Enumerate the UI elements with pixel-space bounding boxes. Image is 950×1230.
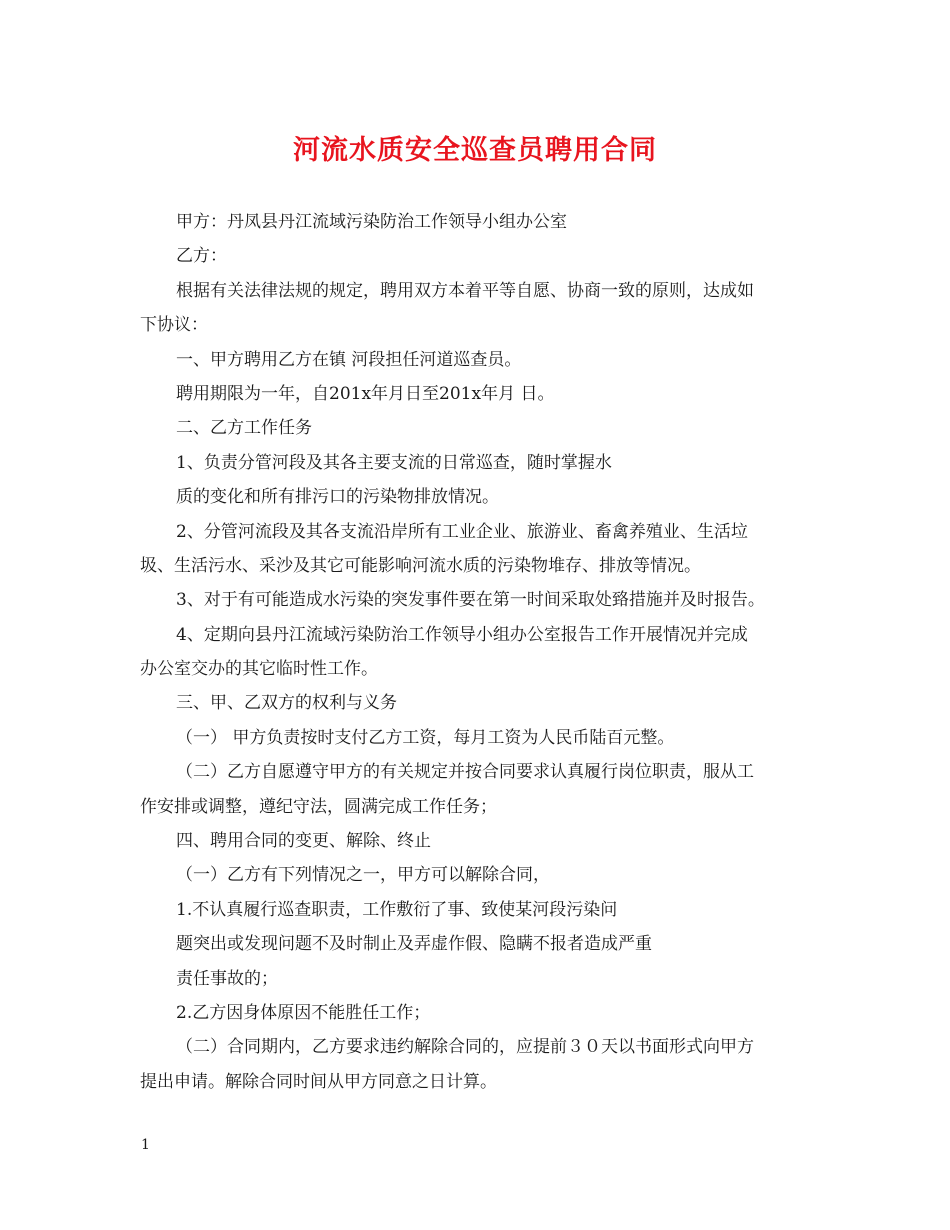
document-line: 责任事故的； [176,968,278,989]
document-line: （一） 甲方负责按时支付乙方工资，每月工资为人民币陆百元整。 [176,727,675,748]
document-line: 质的变化和所有排污口的污染物排放情况。 [176,487,499,508]
document-line: 4、定期向县丹江流域污染防治工作领导小组办公室报告工作开展情况并完成 [176,624,748,645]
document-line: 乙方： [176,246,227,267]
document-body [140,205,812,1099]
document-line: 2、分管河流段及其各支流沿岸所有工业企业、旅游业、畜禽养殖业、生活垃 [176,521,748,542]
page-number: 1 [141,1137,150,1153]
document-line: 二、乙方工作任务 [176,418,312,439]
document-line: 作安排或调整，遵纪守法，圆满完成工作任务； [140,796,497,817]
document-line: 2.乙方因身体原因不能胜任工作； [176,1002,431,1023]
document-line: 1、负责分管河段及其各主要支流的日常巡查，随时掌握水 [176,452,612,473]
document-line: 甲方：丹凤县丹江流域污染防治工作领导小组办公室 [176,212,567,232]
document-line: 1.不认真履行巡查职责，工作敷衍了事、致使某河段污染问 [176,899,618,920]
document-line: 四、聘用合同的变更、解除、终止 [176,831,431,852]
document-line: 聘用期限为一年，自201x年月日至201x年月 日。 [176,383,555,404]
document-line: 题突出或发现问题不及时制止及弄虚作假、隐瞒不报者造成严重 [176,934,652,955]
document-line: （二）乙方自愿遵守甲方的有关规定并按合同要求认真履行岗位职责，服从工 [176,762,754,783]
document-title: 河流水质安全巡查员聘用合同 [293,135,657,166]
document-line: （一）乙方有下列情况之一，甲方可以解除合同， [176,865,550,886]
document-line: 办公室交办的其它临时性工作。 [140,659,378,680]
document-line: 下协议： [140,315,208,336]
document-line: 提出申请。解除合同时间从甲方同意之日计算。 [140,1071,497,1092]
document-line: 根据有关法律法规的规定，聘用双方本着平等自愿、协商一致的原则，达成如 [176,280,754,301]
document-line: 3、对于有可能造成水污染的突发事件要在第一时间采取处臵措施并及时报告。 [176,590,765,611]
document-line: （二）合同期内，乙方要求违约解除合同的，应提前３０天以书面形式向甲方 [176,1037,754,1058]
document-line: 一、甲方聘用乙方在镇 河段担任河道巡查员。 [176,349,522,370]
document-line: 三、甲、乙双方的权利与义务 [176,693,397,714]
document-line: 圾、生活污水、采沙及其它可能影响河流水质的污染物堆存、排放等情况。 [140,555,701,576]
